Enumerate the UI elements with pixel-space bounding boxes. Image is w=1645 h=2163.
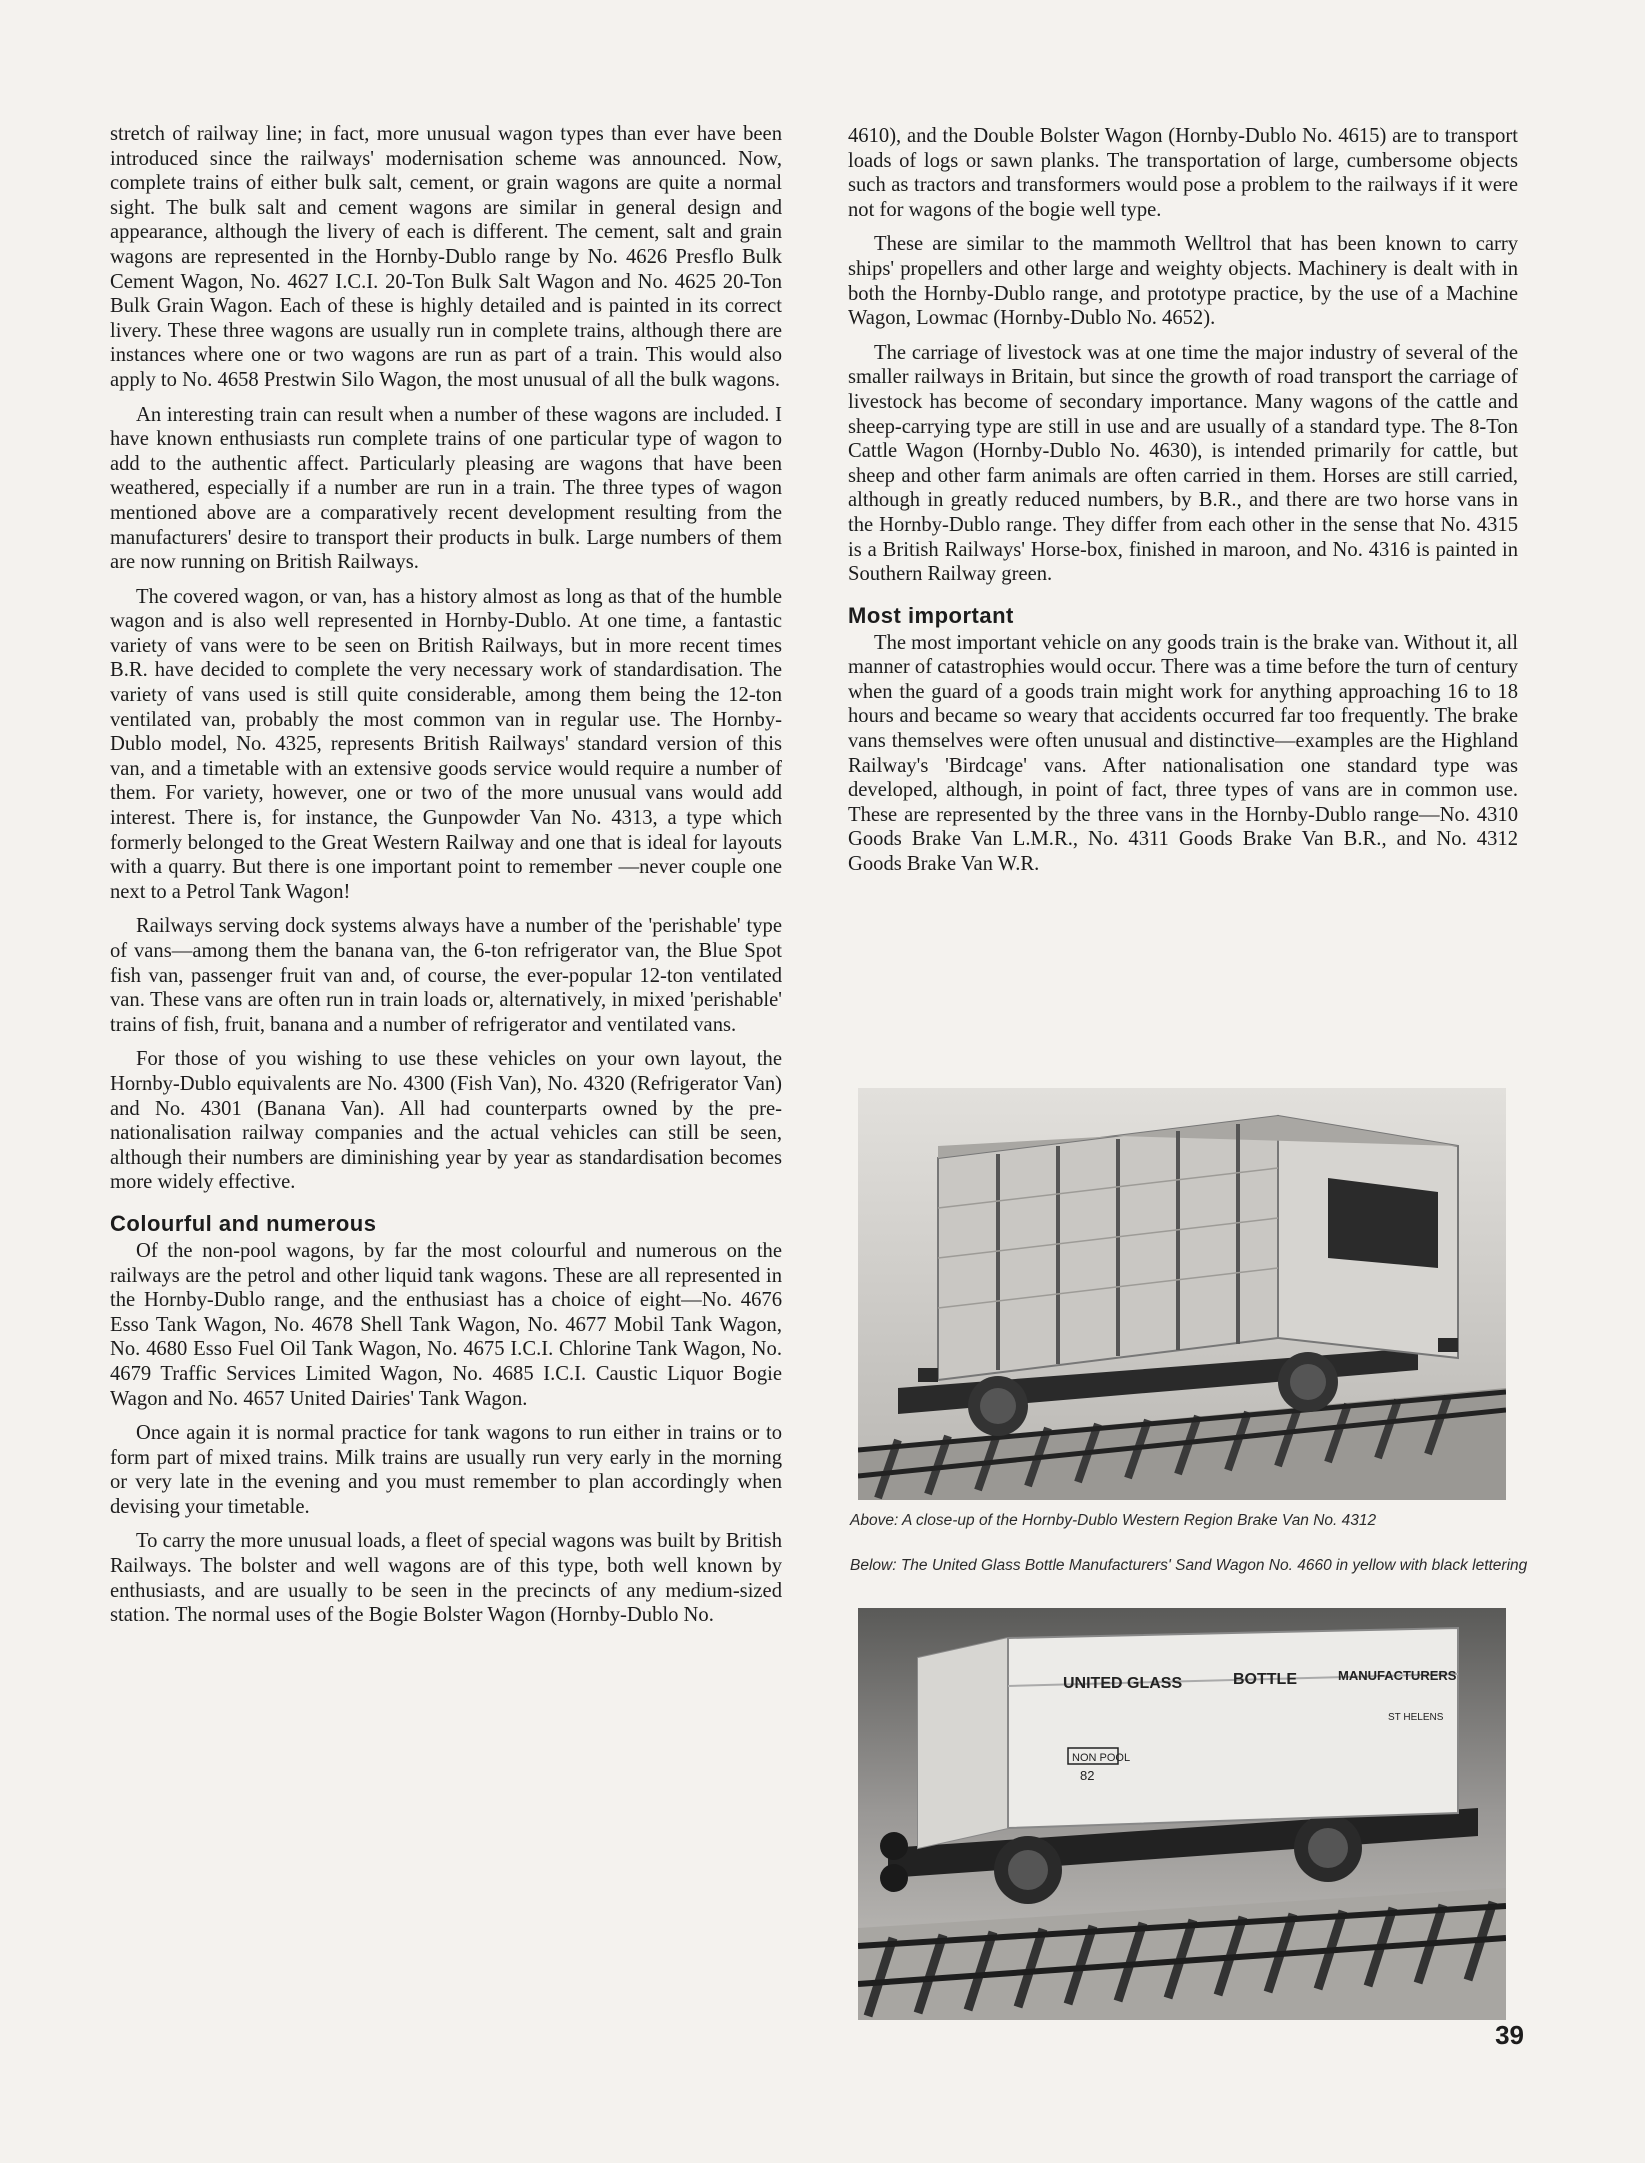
section-heading-colourful: Colourful and numerous — [110, 1210, 377, 1236]
paragraph: Of the non-pool wagons, by far the most colourful and numerous on the railways are the petrol and other liquid tank wagons. These are all represented in the Hornby-Dublo range, and the enthusiast has a choice of eight—No. 4676 Esso Tank Wagon, No. 4678 Shell Tank Wagon, No. 4677 Mobil Tank Wagon, No. 4680 Esso Fuel Oil Tank Wagon, No. 4675 I.C.I. Chlorine Tank Wagon, No. 4679 Traffic Services Limited Wagon, No. 4685 I.C.I. Caustic Liquor Bogie Wagon and No. 4657 United Dairies' Tank Wagon. — [110, 1239, 782, 1410]
paragraph: stretch of railway line; in fact, more unusual wagon types than ever have been introduced since the railways' modernisation scheme was announced. Now, complete trains of either bulk salt, cement, or grain wagons are quite a normal sight. The bulk salt and cement wagons are similar in general design and appearance, although the livery of each is different. The cement, salt and grain wagons are represented in the Hornby-Dublo range by No. 4626 Presflo Bulk Cement Wagon, No. 4627 I.C.I. 20-Ton Bulk Salt Wagon and No. 4625 20-Ton Bulk Grain Wagon. Each of these is highly detailed and is painted in its correct livery. These three wagons are usually run in complete trains, although there are instances where one or two wagons are run as part of a train. This would also apply to No. 4658 Prestwin Silo Wagon, the most unusual of all the bulk wagons. — [110, 123, 782, 391]
paragraph: These are similar to the mammoth Welltrol that has been known to carry ships' propellers and other large and weighty objects. Machinery is dealt with in both the Hornby-Dublo range, and prototype practice, by the use of a Machine Wagon, Lowmac (Hornby-Dublo No. 4652). — [848, 233, 1518, 330]
photo-brake-van — [858, 1088, 1506, 1500]
paragraph: The covered wagon, or van, has a history almost as long as that of the humble wagon and is also well represented in Hornby-Dublo. At one time, a fantastic variety of vans were to be seen on British Railways, but in more recent times B.R. have decided to complete the very necessary work of standardisation. The variety of vans used is still quite considerable, among them being the 12-ton ventilated van, probably the most common van in regular use. The Hornby-Dublo model, No. 4325, represents British Railways' standard version of this van, and a timetable with an extensive goods service would require a number of them. For variety, however, one or two of the more unusual vans would add interest. There is, for instance, the Gunpowder Van No. 4313, a type which formerly belonged to the Great Western Railway and one that is ideal for layouts with a quarry. But there is one important point to remember —never couple one next to a Petrol Tank Wagon! — [110, 585, 782, 903]
paragraph: The carriage of livestock was at one time the major industry of several of the smaller railways in Britain, but since the growth of road transport the carriage of livestock has become of secondary importance. Many wagons of the cattle and sheep-carrying type are still in use and are usually of a standard type. The 8-Ton Cattle Wagon (Hornby-Dublo No. 4630), is intended primarily for cattle, but sheep and other farm animals are often carried in them. Horses are still carried, although in greatly reduced numbers, by B.R., and there are two horse vans in the Hornby-Dublo range. They differ from each other in the sense that No. 4315 is a British Railways' Horse-box, finished in maroon, and No. 4316 is painted in Southern Railway green. — [848, 341, 1518, 586]
paragraph: To carry the more unusual loads, a fleet of special wagons was built by British Railways. The bolster and well wagons are of this type, both well known by enthusiasts, and are usually to be seen in the precincts of any medium-sized station. The normal uses of the Bogie Bolster Wagon (Hornby-Dublo No. — [110, 1530, 782, 1627]
right-column — [848, 124, 1518, 887]
wagon-lettering-st-helens: ST HELENS — [1388, 1712, 1444, 1723]
wagon-lettering-bottle: BOTTLE — [1233, 1671, 1297, 1688]
paragraph: The most important vehicle on any goods train is the brake van. Without it, all manner of catastrophies would occur. There was a time before the turn of century when the guard of a goods train might work for anything approaching 16 to 18 hours and became so weary that accidents occurred far too frequently. The brake vans themselves were often unusual and distinctive—examples are the Highland Railway's 'Birdcage' vans. After nationalisation one standard type was developed, although, in point of fact, three types of vans are in common use. These are represented by the three vans in the Hornby-Dublo range—No. 4310 Goods Brake Van L.M.R., No. 4311 Goods Brake Van B.R., and No. 4312 Goods Brake Van W.R. — [848, 631, 1518, 876]
photo-sand-wagon — [858, 1608, 1506, 2020]
left-column — [110, 122, 782, 1638]
caption-below: Below: The United Glass Bottle Manufacturers' Sand Wagon No. 4660 in yellow with black lettering — [850, 1557, 1528, 1574]
wagon-lettering-non-pool: NON POOL — [1072, 1752, 1131, 1764]
wagon-lettering-number: 82 — [1080, 1768, 1095, 1783]
paragraph: Once again it is normal practice for tank wagons to run either in trains or to form part of mixed trains. Milk trains are usually run very early in the morning or very late in the evening and you must remember to plan accordingly when devising your timetable. — [110, 1422, 782, 1518]
wagon-lettering-united-glass: UNITED GLASS — [1063, 1675, 1183, 1692]
page-number: 39 — [1495, 2020, 1524, 2050]
paragraph: Railways serving dock systems always have a number of the 'perishable' type of vans—among them the banana van, the 6-ton refrigerator van, the Blue Spot fish van, passenger fruit van and, of course, the ever-popular 12-ton ventilated van. These vans are often run in train loads or, alternatively, in mixed 'perishable' trains of fish, fruit, banana and a number of refrigerator and ventilated vans. — [110, 915, 782, 1036]
wagon-lettering-manufacturers: MANUFACTURERS — [1338, 1668, 1457, 1683]
caption-above: Above: A close-up of the Hornby-Dublo Western Region Brake Van No. 4312 — [850, 1512, 1377, 1529]
paragraph: An interesting train can result when a number of these wagons are included. I have known enthusiasts run complete trains of one particular type of wagon to add to the authentic affect. Particularly pleasing are wagons that have been weathered, especially if a number are run in a train. The three types of wagon mentioned above are a comparatively recent development resulting from the manufacturers' desire to transport their products in bulk. Large numbers of them are now running on British Railways. — [110, 403, 782, 574]
paragraph: For those of you wishing to use these vehicles on your own layout, the Hornby-Dublo equivalents are No. 4300 (Fish Van), No. 4320 (Refrigerator Van) and No. 4301 (Banana Van). All had counterparts owned by the pre-nationalisation railway companies and the actual vehicles can still be seen, although their numbers are diminishing year by year as standardisation becomes more widely effective. — [110, 1048, 782, 1194]
section-heading-most-important: Most important — [848, 602, 1014, 628]
paragraph: 4610), and the Double Bolster Wagon (Hornby-Dublo No. 4615) are to transport loads of logs or sawn planks. The transportation of large, cumbersome objects such as tractors and transformers would pose a problem to the railways if it were not for wagons of the bogie well type. — [848, 125, 1518, 221]
